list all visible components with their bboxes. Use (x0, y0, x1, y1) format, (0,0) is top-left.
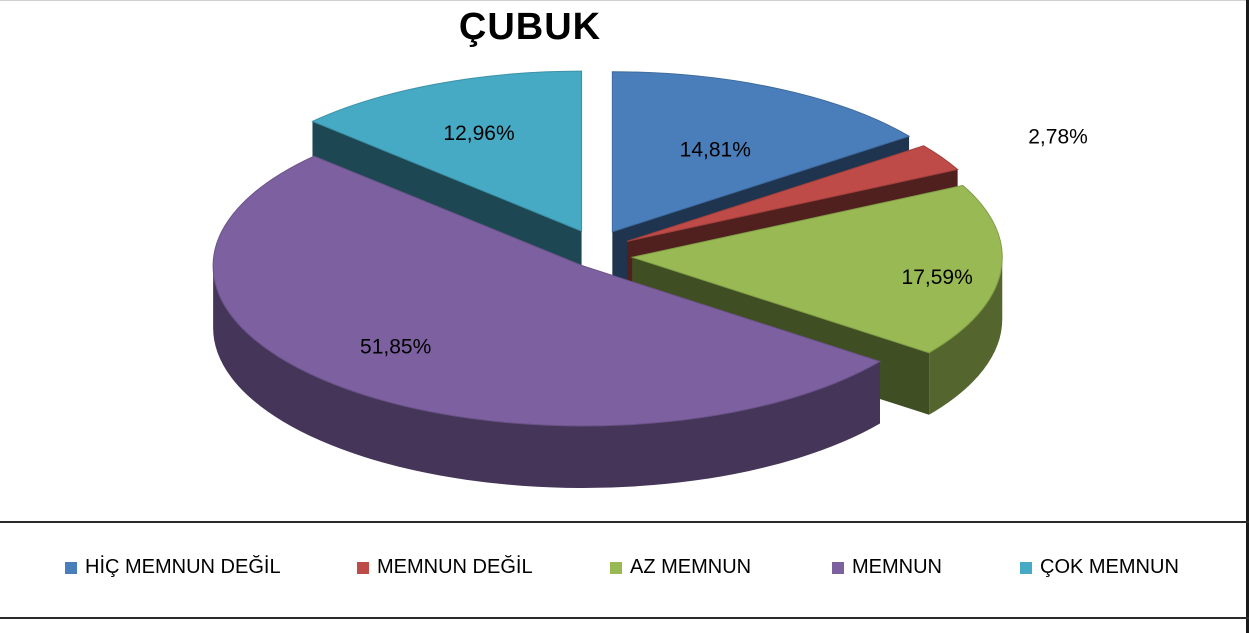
legend-label-2: AZ MEMNUN (630, 556, 752, 578)
chart-legend (0, 556, 1249, 588)
legend-item-4 (1020, 556, 1179, 579)
chart-title: ÇUBUK (458, 6, 602, 48)
pie-data-label-4: 12,96% (443, 121, 515, 145)
legend-swatch-3 (832, 562, 844, 574)
legend-label-4: ÇOK MEMNUN (1040, 556, 1179, 578)
bottom-border (0, 617, 1249, 619)
legend-item-0 (65, 556, 281, 579)
pie-data-label-3: 51,85% (360, 335, 432, 359)
legend-swatch-4 (1020, 562, 1032, 574)
legend-swatch-2 (610, 562, 622, 574)
legend-item-3 (832, 556, 942, 579)
pie-data-label-2: 17,59% (901, 265, 973, 289)
legend-divider (0, 521, 1249, 523)
legend-swatch-0 (65, 562, 77, 574)
legend-label-3: MEMNUN (852, 556, 942, 578)
pie-data-label-1: 2,78% (1028, 125, 1088, 149)
legend-item-2 (610, 556, 751, 579)
legend-swatch-1 (357, 562, 369, 574)
legend-label-0: HİÇ MEMNUN DEĞİL (85, 556, 281, 578)
legend-label-1: MEMNUN DEĞİL (377, 556, 533, 578)
legend-item-1 (357, 556, 533, 579)
pie-data-label-0: 14,81% (679, 138, 751, 162)
